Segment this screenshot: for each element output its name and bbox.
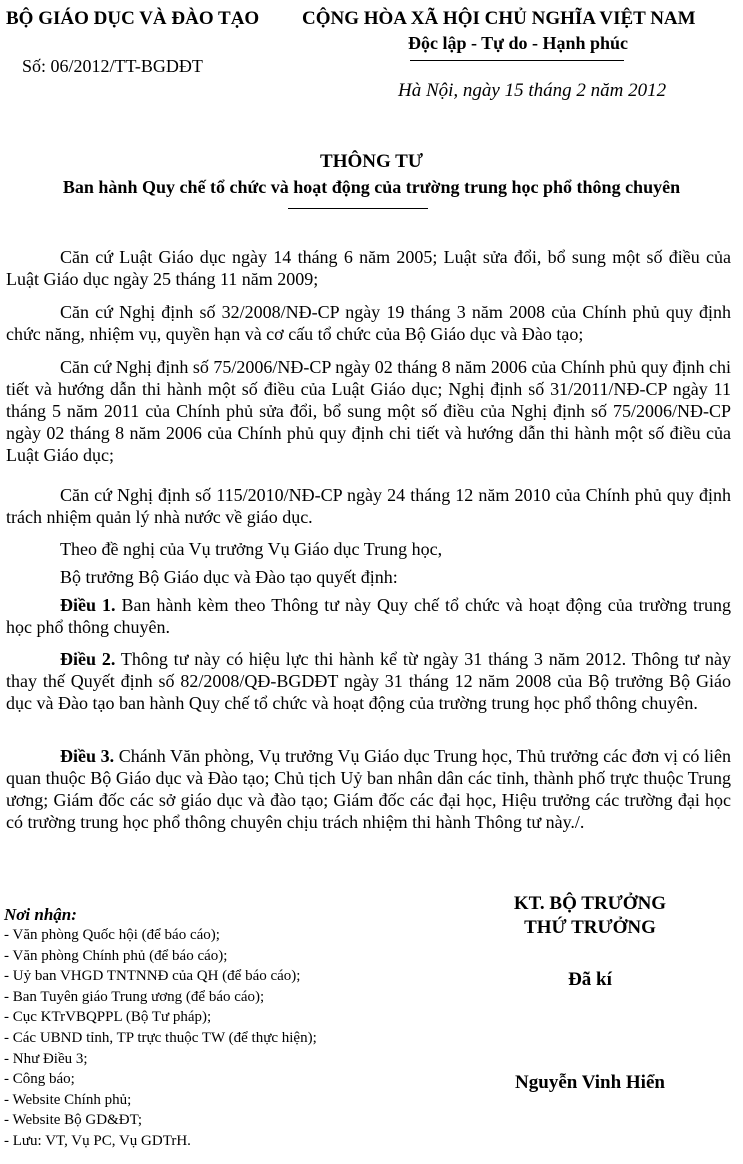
signer-name: Nguyễn Vinh Hiển — [515, 1072, 665, 1093]
signer-title: THỨ TRƯỞNG — [524, 917, 656, 938]
place-date: Hà Nội, ngày 15 tháng 2 năm 2012 — [398, 80, 667, 101]
article-2: Điều 2. Thông tư này có hiệu lực thi hành kể từ ngày 31 tháng 3 năm 2012. Thông tư này thay thế Quyết định số 82/2008/QĐ-BGDĐT ngày 31 tháng 12 năm 2008 của Bộ trưởng Bộ Giáo dục và Đào tạo ban hành Quy chế tổ chức và hoạt động của trường trung học phổ thông chuyên. — [6, 649, 732, 713]
recipient-item: - Website Chính phủ; — [4, 1090, 484, 1111]
recipient-item: - Các UBND tỉnh, TP trực thuộc TW (để thực hiện); — [4, 1028, 484, 1049]
article-3: Điều 3. Chánh Văn phòng, Vụ trưởng Vụ Giáo dục Trung học, Thủ trưởng các đơn vị có liên quan thuộc Bộ Giáo dục và Đào tạo; Chủ tịch Uỷ ban nhân dân các tỉnh, thành phố trực thuộc Trung ương; Giám đốc các sở giáo dục và đào tạo; Giám đốc các đại học, Hiệu trưởng các trường đại học có trường trung học phổ thông chuyên chịu trách nhiệm thi hành Thông tư này./. — [6, 746, 732, 832]
article-label: Điều 1. — [60, 595, 116, 615]
recipient-item: - Ban Tuyên giáo Trung ương (để báo cáo); — [4, 987, 484, 1008]
preamble-paragraph: Bộ trưởng Bộ Giáo dục và Đào tạo quyết định: — [60, 567, 398, 587]
preamble-paragraph: Căn cứ Nghị định số 75/2006/NĐ-CP ngày 02 tháng 8 năm 2006 của Chính phủ quy định chi tiết và hướng dẫn thi hành một số điều của Luật Giáo dục; Nghị định số 31/2011/NĐ-CP ngày 11 tháng 5 năm 2011 của Chính phủ sửa đổi, bổ sung một số điều của Nghị định số 75/2006/NĐ-CP ngày 02 tháng 8 năm 2006 của Chính phủ quy định chi tiết và hướng dẫn thi hành một số điều của Luật Giáo dục; — [6, 357, 731, 465]
title-underline — [288, 208, 428, 209]
recipient-item: - Như Điều 3; — [4, 1049, 484, 1070]
article-label: Điều 3. — [60, 746, 115, 766]
recipients-title: Nơi nhận: — [4, 905, 77, 924]
recipient-item: - Lưu: VT, Vụ PC, Vụ GDTrH. — [4, 1131, 484, 1152]
recipient-item: - Cục KTrVBQPPL (Bộ Tư pháp); — [4, 1007, 484, 1028]
signer-authority: KT. BỘ TRƯỞNG — [513, 893, 667, 914]
document-type: THÔNG TƯ — [320, 151, 423, 172]
recipients-list — [4, 925, 484, 1152]
country-name: CỘNG HÒA XÃ HỘI CHỦ NGHĨA VIỆT NAM — [302, 8, 696, 29]
document-number: Số: 06/2012/TT-BGDĐT — [22, 56, 203, 76]
preamble-paragraph: Căn cứ Nghị định số 115/2010/NĐ-CP ngày 24 tháng 12 năm 2010 của Chính phủ quy định trách nhiệm quản lý nhà nước về giáo dục. — [6, 485, 731, 527]
recipients-block — [4, 905, 484, 1152]
preamble-paragraph: Căn cứ Nghị định số 32/2008/NĐ-CP ngày 19 tháng 3 năm 2008 của Chính phủ quy định chức năng, nhiệm vụ, quyền hạn và cơ cấu tổ chức của Bộ Giáo dục và Đào tạo; — [6, 302, 731, 344]
motto-underline — [410, 60, 624, 61]
signed-mark: Đã kí — [568, 969, 612, 990]
article-1: Điều 1. Ban hành kèm theo Thông tư này Quy chế tổ chức và hoạt động của trường trung học phổ thông chuyên. — [6, 595, 731, 637]
recipient-item: - Văn phòng Chính phủ (để báo cáo); — [4, 946, 484, 967]
article-label: Điều 2. — [60, 649, 116, 669]
issuing-agency: BỘ GIÁO DỤC VÀ ĐÀO TẠO — [6, 8, 260, 29]
preamble-paragraph: Theo đề nghị của Vụ trưởng Vụ Giáo dục Trung học, — [60, 539, 443, 559]
national-motto: Độc lập - Tự do - Hạnh phúc — [407, 33, 629, 53]
recipient-item: - Văn phòng Quốc hội (để báo cáo); — [4, 925, 484, 946]
preamble-paragraph: Căn cứ Luật Giáo dục ngày 14 tháng 6 năm 2005; Luật sửa đổi, bổ sung một số điều của Luật Giáo dục ngày 25 tháng 11 năm 2009; — [6, 247, 731, 289]
recipient-item: - Uỷ ban VHGD TNTNNĐ của QH (để báo cáo); — [4, 966, 484, 987]
document-subject: Ban hành Quy chế tổ chức và hoạt động của trường trung học phổ thông chuyên — [62, 177, 681, 197]
recipient-item: - Website Bộ GD&ĐT; — [4, 1110, 484, 1131]
recipient-item: - Công báo; — [4, 1069, 484, 1090]
